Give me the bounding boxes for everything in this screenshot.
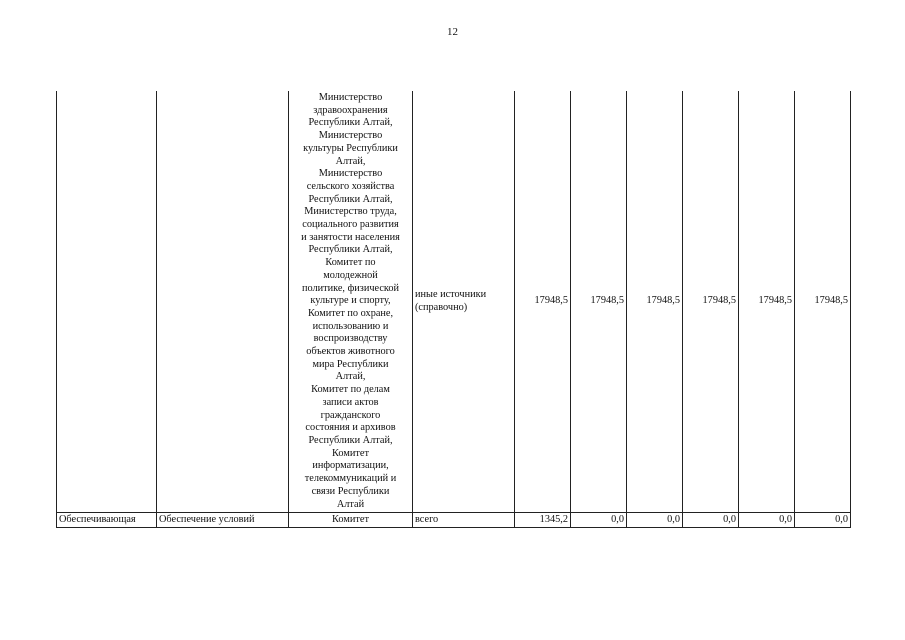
value-cell: 17948,5 bbox=[571, 91, 627, 513]
type-cell: Обеспечивающая bbox=[57, 513, 157, 528]
value-cell: 1345,2 bbox=[515, 513, 571, 528]
table-row bbox=[57, 513, 851, 528]
value-cell: 17948,5 bbox=[795, 91, 851, 513]
value-cell: 0,0 bbox=[571, 513, 627, 528]
table-row bbox=[57, 91, 851, 513]
value-cell: 17948,5 bbox=[739, 91, 795, 513]
name-cell bbox=[157, 91, 289, 513]
source-cell: всего bbox=[413, 513, 515, 528]
type-cell bbox=[57, 91, 157, 513]
executor-cell: Комитет bbox=[289, 513, 413, 528]
value-cell: 0,0 bbox=[795, 513, 851, 528]
value-cell: 0,0 bbox=[683, 513, 739, 528]
value-cell: 17948,5 bbox=[515, 91, 571, 513]
value-cell: 17948,5 bbox=[627, 91, 683, 513]
page-number: 12 bbox=[447, 26, 458, 38]
name-cell: Обеспечение условий bbox=[157, 513, 289, 528]
value-cell: 17948,5 bbox=[683, 91, 739, 513]
source-cell: иные источники (справочно) bbox=[413, 91, 515, 513]
value-cell: 0,0 bbox=[627, 513, 683, 528]
value-cell: 0,0 bbox=[739, 513, 795, 528]
executor-cell: Министерство здравоохранения Республики Алтай, Министерство культуры Республики Алтай, Министерство сельского хозяйства Республики Алтай, Министерство труда, социального развития и занятости населения Республики Алтай, Комитет по молодежной политике, физической культуре и спорту, Комитет по охране, использованию и воспроизводству объектов животного мира Республики Алтай, Комитет по делам записи актов гражданского состояния и архивов Республики Алтай, Комитет информатизации, телекоммуникаций и связи Республики Алтай bbox=[289, 91, 413, 513]
funding-table bbox=[56, 91, 851, 528]
